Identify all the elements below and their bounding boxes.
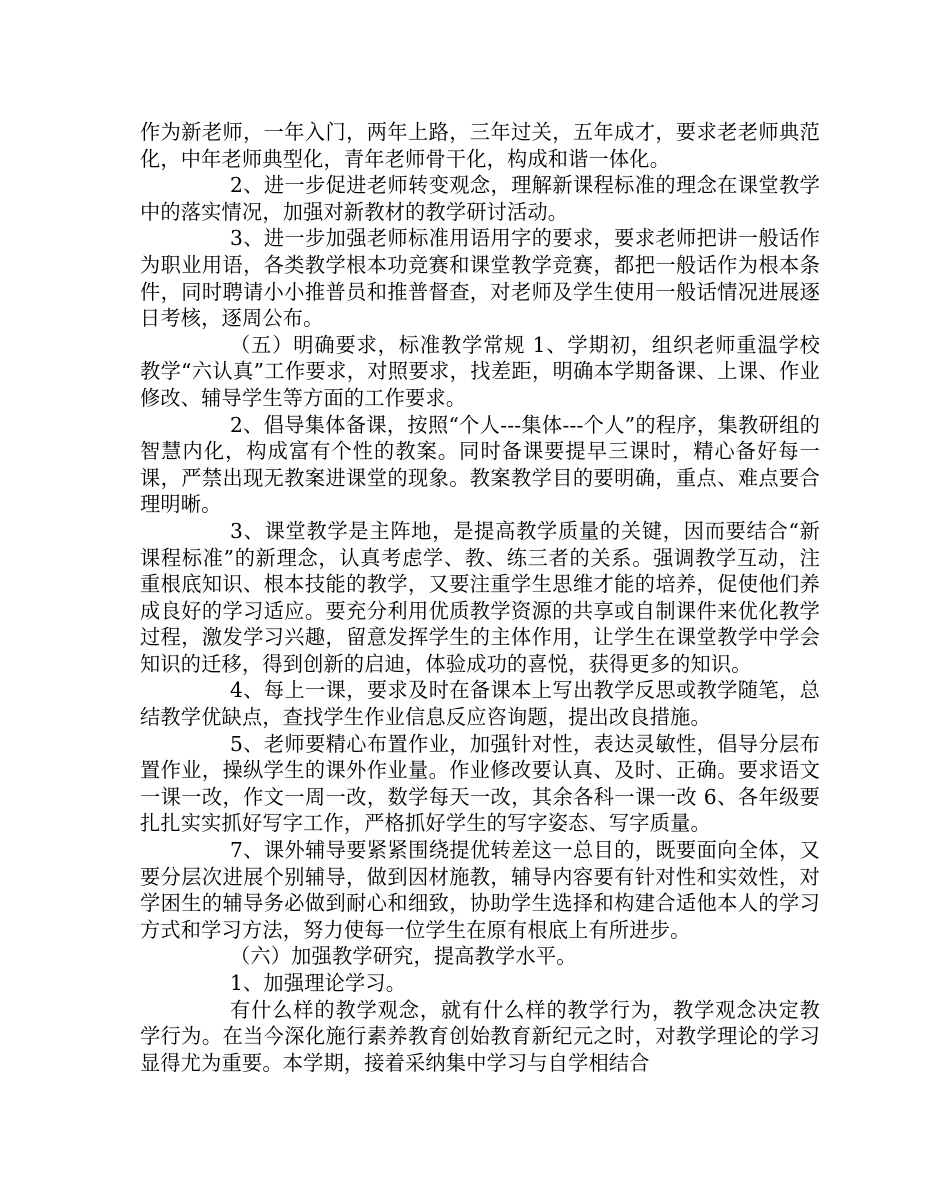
paragraph-4: （五）明确要求，标准教学常规 1、学期初，组织老师重温学校教学“六认真”工作要求，对照要求，找差距，明确本学期备课、上课、作业修改、辅导学生等方面的工作要求。 <box>140 332 820 410</box>
paragraph-5: 2、倡导集体备课，按照“个人---集体---个人”的程序，集教研组的智慧内化，构成富有个性的教案。同时备课要提早三课时，精心备好每一课，严禁出现无教案进课堂的现象。教案教学目的要明确，重点、难点要合理明晰。 <box>140 412 820 517</box>
document-page <box>140 119 820 1076</box>
paragraph-7: 4、每上一课，要求及时在备课本上写出教学反思或教学随笔，总结教学优缺点，查找学生作业信息反应咨询题，提出改良措施。 <box>140 678 820 730</box>
paragraph-8: 5、老师要精心布置作业，加强针对性，表达灵敏性，倡导分层布置作业，操纵学生的课外作业量。作业修改要认真、及时、正确。要求语文一课一改，作文一周一改，数学每天一改，其余各科一课一改 6、各年级要扎扎实实抓好写字工作，严格抓好学生的写字姿态、写字质量。 <box>140 731 820 836</box>
paragraph-1: 作为新老师，一年入门，两年上路，三年过关，五年成才，要求老老师典范化，中年老师典型化，青年老师骨干化，构成和谐一体化。 <box>140 120 820 171</box>
paragraph-2: 2、进一步促进老师转变观念，理解新课程标准的理念在课堂教学中的落实情况，加强对新教材的教学研讨活动。 <box>140 173 820 224</box>
paragraph-11: 1、加强理论学习。 <box>230 971 407 995</box>
paragraph-9: 7、课外辅导要紧紧围绕提优转差这一总目的，既要面向全体，又要分层次进展个别辅导，做到因材施教，辅导内容要有针对性和实效性，对学困生的辅导务必做到耐心和细致，协助学生选择和构建合适他本人的学习方式和学习方法，努力使每一位学生在原有根底上有所进步。 <box>140 838 820 942</box>
paragraph-10: （六）加强教学研究，提高教学水平。 <box>230 944 577 969</box>
paragraph-12: 有什么样的教学观念，就有什么样的教学行为，教学观念决定教学行为。在当今深化施行素养教育创始教育新纪元之时，对教学理论的学习显得尤为重要。本学期，接着采纳集中学习与自学相结合 <box>140 997 820 1075</box>
paragraph-6: 3、课堂教学是主阵地，是提高教学质量的关键，因而要结合“新课程标准”的新理念，认真考虑学、教、练三者的关系。强调教学互动，注重根底知识、根本技能的教学，又要注重学生思维才能的培养，促使他们养成良好的学习适应。要充分利用优质教学资源的共享或自制课件来优化教学过程，激发学习兴趣，留意发挥学生的主体作用，让学生在课堂教学中学会知识的迁移，得到创新的启迪，体验成功的喜悦，获得更多的知识。 <box>140 518 820 676</box>
paragraph-3: 3、进一步加强老师标准用语用字的要求，要求老师把讲一般话作为职业用语，各类教学根本功竞赛和课堂教学竞赛，都把一般话作为根本条件，同时聘请小小推普员和推普督查，对老师及学生使用一般话情况进展逐日考核，逐周公布。 <box>140 226 820 331</box>
